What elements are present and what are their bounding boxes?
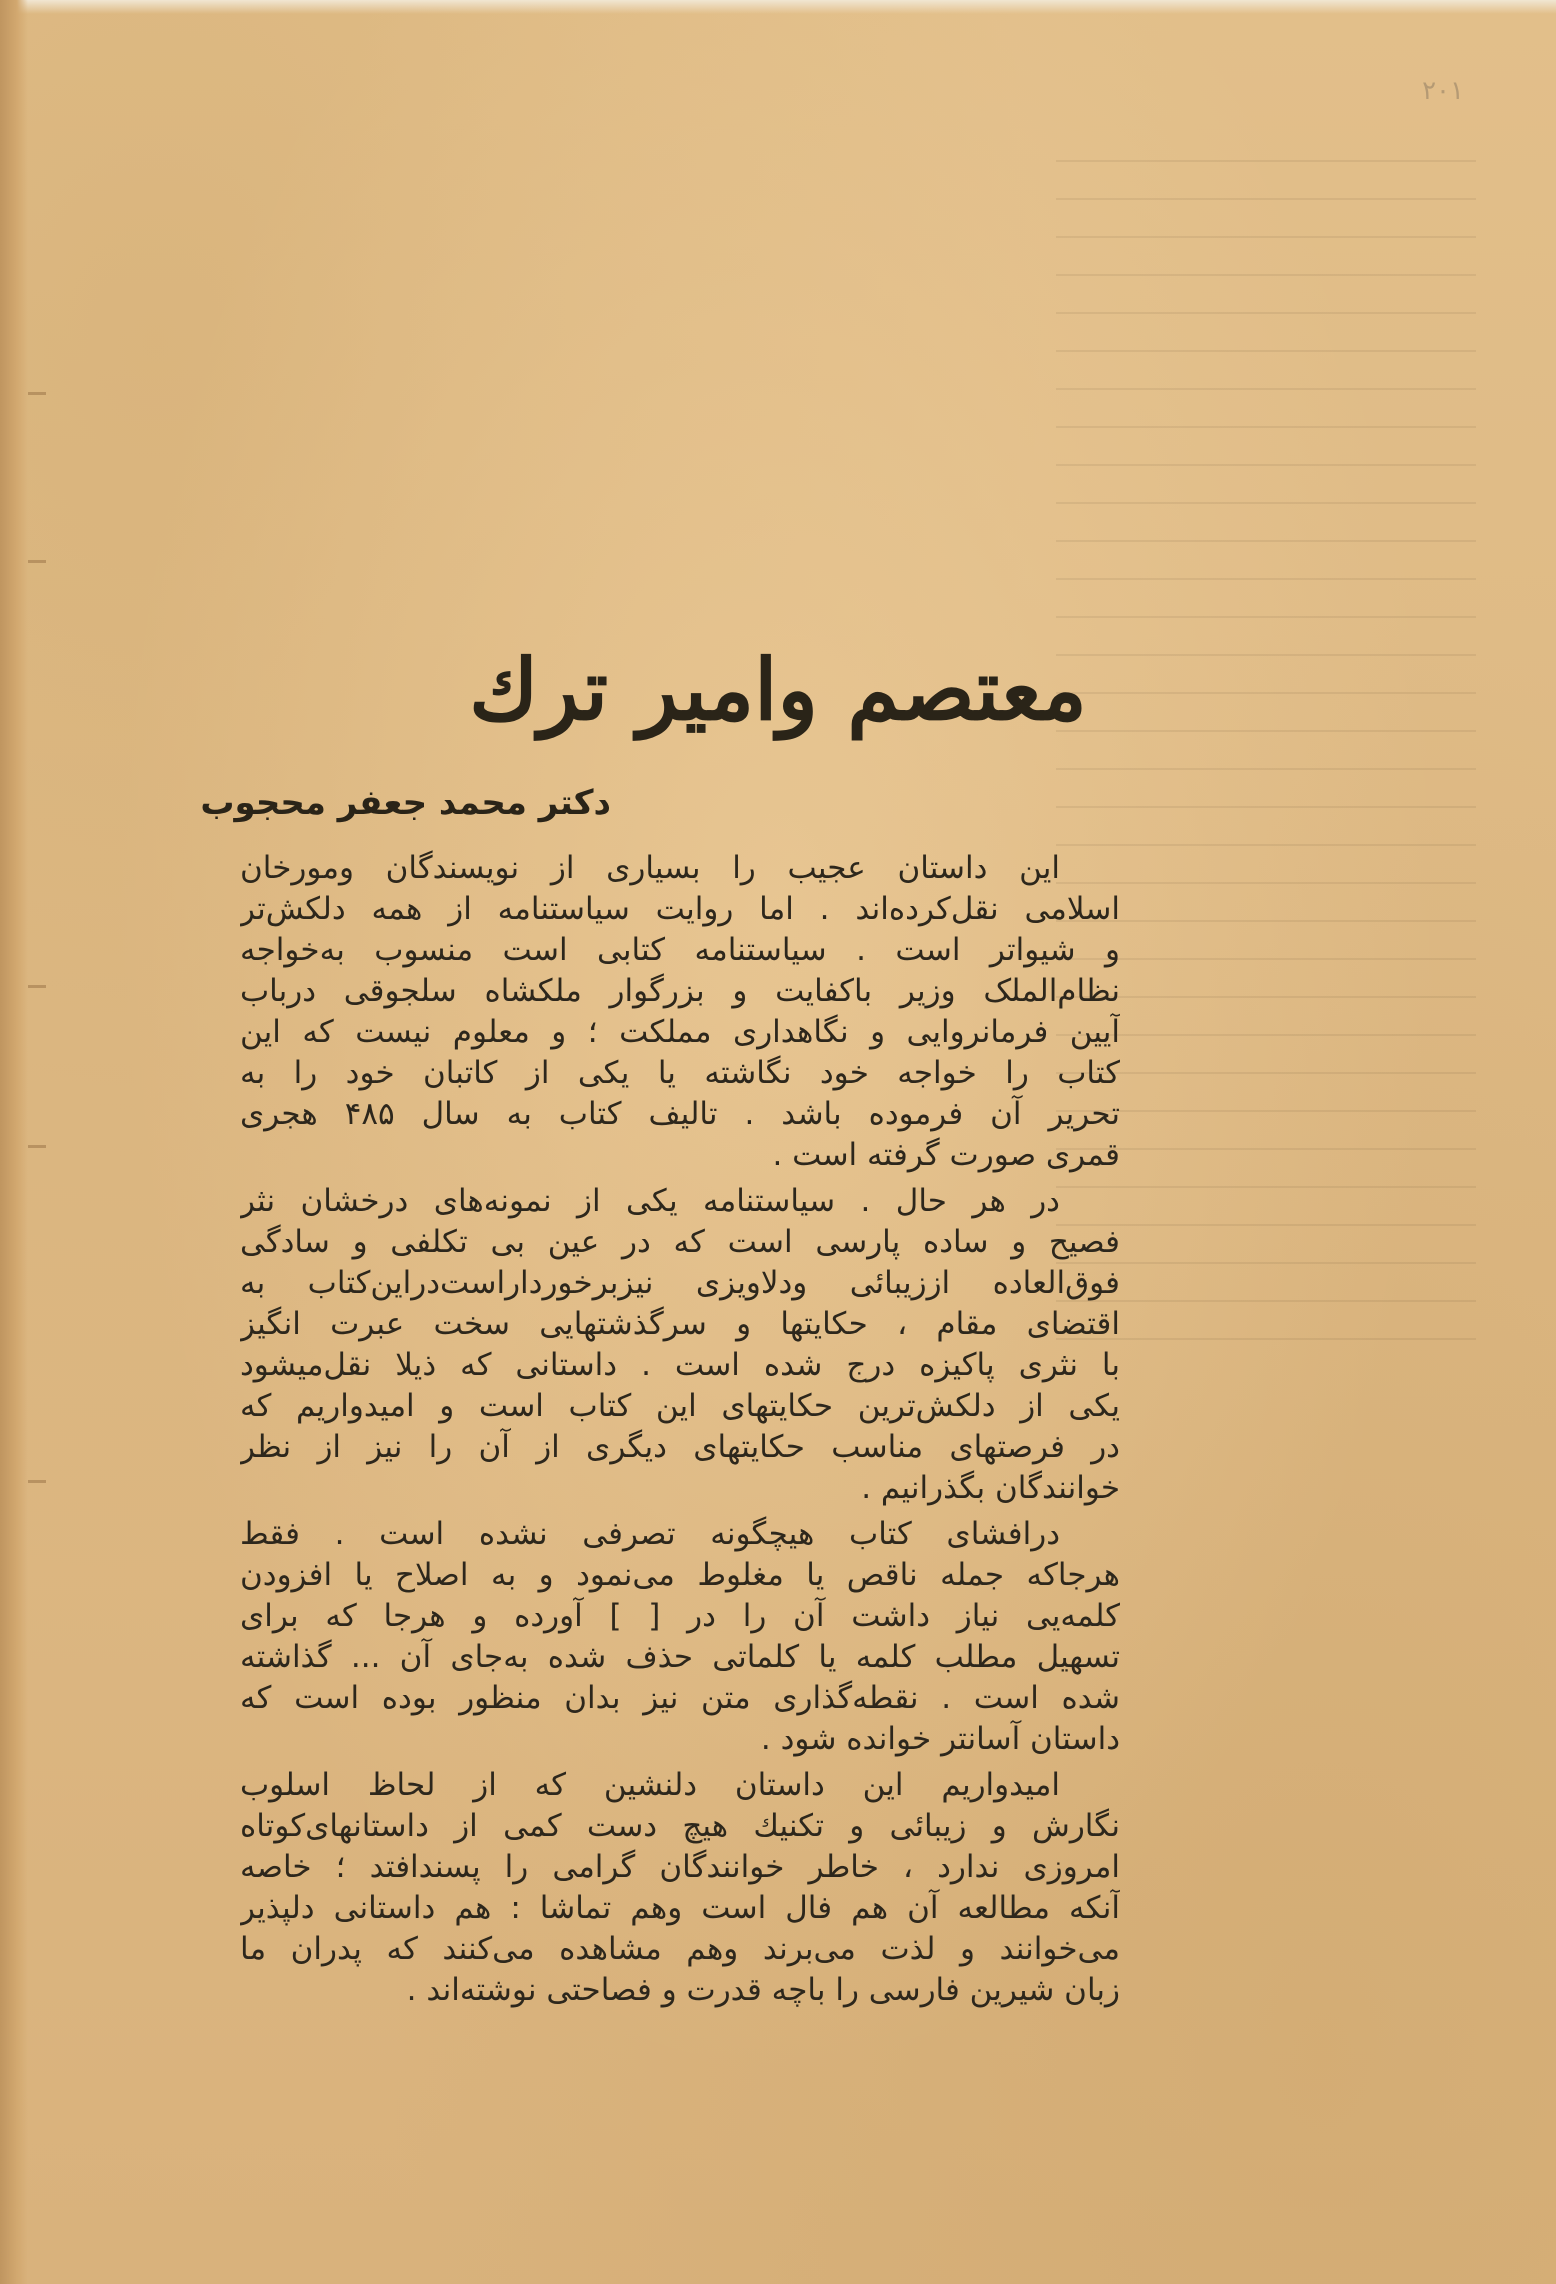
text-line: کلمه‌یی نیاز داشت آن را در [ ] آورده و هرجا که برای [240, 1598, 1120, 1634]
article-title: معتصم وامير ترك [469, 640, 1087, 739]
text-line: اسلامی نقل‌کرده‌اند . اما روایت سیاستنامه از همه دلکش‌تر [240, 891, 1120, 927]
text-line: فوق‌العاده اززیبائی ودلاویزی نیزبرخورداراست‌دراین‌کتاب به [240, 1265, 1120, 1301]
article-body [240, 848, 1120, 2016]
text-line: یکی از دلکش‌ترین حکایتهای این کتاب است و امیدواریم که [240, 1388, 1120, 1424]
paragraph-3 [240, 1514, 1120, 1760]
text-line: قمری صورت گرفته است . [772, 1137, 1120, 1173]
text-line: این داستان عجیب را بسیاری از نویسندگان ومورخان [240, 850, 1060, 886]
text-line: خوانندگان بگذرانیم . [861, 1470, 1120, 1506]
text-line: کتاب را خواجه خود نگاشته یا یکی از کاتبان خود را به [240, 1055, 1120, 1091]
edge-mark [28, 560, 46, 563]
page-number: ۲۰۱ [1422, 76, 1464, 106]
text-line: در هر حال . سیاستنامه یکی از نمونه‌های درخشان نثر [240, 1183, 1060, 1219]
text-line: با نثری پاکیزه درج شده است . داستانی که ذیلا نقل‌میشود [240, 1347, 1120, 1383]
text-line: آیین فرمانروایی و نگاهداری مملکت ؛ و معلوم نیست که این [240, 1014, 1120, 1050]
text-line: امیدواریم این داستان دلنشین که از لحاظ اسلوب [240, 1767, 1060, 1803]
edge-mark [28, 1480, 46, 1483]
edge-mark [28, 392, 46, 395]
text-line: در فرصتهای مناسب حکایتهای دیگری از آن را نیز از نظر [240, 1429, 1120, 1465]
text-line: درافشای کتاب هیچگونه تصرفی نشده است . فقط [240, 1516, 1060, 1552]
page-left-edge [0, 0, 28, 2284]
text-line: آنکه مطالعه آن هم فال است وهم تماشا : هم داستانی دلپذیر [240, 1890, 1120, 1926]
page-top-edge [0, 0, 1556, 14]
text-line: نگارش و زیبائی و تکنیك هیچ دست کمی از داستانهای‌کوتاه [240, 1808, 1120, 1844]
text-line: اقتضای مقام ، حکایتها و سرگذشتهایی سخت عبرت انگیز [240, 1306, 1120, 1342]
edge-mark [28, 1145, 46, 1148]
text-line: امروزی ندارد ، خاطر خوانندگان گرامی را پسندافتد ؛ خاصه [240, 1849, 1120, 1885]
text-line: تحریر آن فرموده باشد . تالیف کتاب به سال ۴۸۵ هجری [240, 1096, 1120, 1132]
paragraph-2 [240, 1181, 1120, 1509]
text-line: شده است . نقطه‌گذاری متن نیز بدان منظور بوده است که [240, 1680, 1120, 1716]
text-line: زبان شیرین فارسی را باچه قدرت و فصاحتی نوشته‌اند . [406, 1972, 1120, 2008]
text-line: و شیواتر است . سیاستنامه کتابی است منسوب به‌خواجه [240, 932, 1120, 968]
text-line: هرجاکه جمله ناقص یا مغلوط می‌نمود و به اصلاح یا افزودن [240, 1557, 1120, 1593]
text-line: تسهیل مطلب کلمه یا کلماتی حذف شده به‌جای آن ... گذاشته [240, 1639, 1120, 1675]
text-line: فصیح و ساده پارسی است که در عین بی تکلفی و سادگی [240, 1224, 1120, 1260]
text-line: نظام‌الملک وزیر باکفایت و بزرگوار ملکشاه سلجوقی درباب [240, 973, 1120, 1009]
paragraph-1 [240, 848, 1120, 1176]
paragraph-4 [240, 1765, 1120, 2011]
text-line: داستان آسانتر خوانده شود . [760, 1721, 1120, 1757]
author-byline: دكتر محمد جعفر محجوب [200, 783, 611, 823]
text-line: می‌خوانند و لذت می‌برند وهم مشاهده می‌کنند که پدران ما [240, 1931, 1120, 1967]
edge-mark [28, 985, 46, 988]
